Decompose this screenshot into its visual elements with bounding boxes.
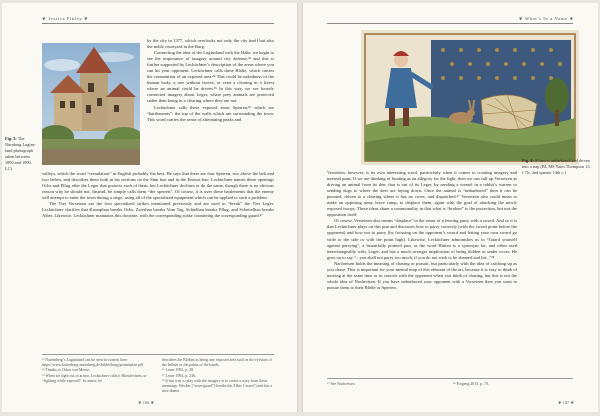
footnote: ²⁸ A fun way to play with the imagery is to create a story from these meanings: Wecker (“town guard”) breaks the Alber (“warn”) and has a nice dinner. [162,378,273,394]
header-rule [327,23,573,24]
luginsland-photograph [42,43,140,165]
footnote-rule [42,354,274,355]
paragraph: Lecküchner calls these exposed areas Sperren,²⁶ which are “battlements”: the top of the walls which are surrounding the town. This word carries the sense of alternating peaks and [147,104,274,122]
footnote-rule [327,378,573,379]
tower-illustration [42,43,140,165]
footnote: ²⁶ Lexer 1992, p. 28. [162,368,195,373]
footnote: ²⁵ When we fight out of armor, Lecküchner calls it Blossfechten, or “fighting while exposed”. In armor, he [42,373,147,383]
right-page [303,3,598,412]
footnote: ²⁷ See Nachreisen [327,382,355,386]
left-running-head: ❦ Jessica Finley ❦ [42,16,89,21]
figure-4-label: Fig. 4: [522,158,534,163]
figure-3-label: Fig. 3: [5,136,17,141]
paragraph: Nachreisen holds the meaning of chasing or pursuit, but particularly with the idea of catching up as you chase. This is important for your mental map of this element of the art, because it is easy to think of moving at the same time or in concert with the opponent when you think of chasing, but this is not the whole idea of Nachreisen. If you have unharbored your opponent with a Versetzen then you want to pursue them to their Blöße or Sperren. [327,260,517,290]
miniature-illustration [361,30,579,165]
figure-4-text: A hare is unharbored and driven into a trap (BL MS Yates Thompson 13, f 7lv, 2nd quarter 14th c.) [522,158,591,176]
footnotes-right-column [162,358,274,394]
footnotes-left-column [327,382,437,387]
hare-hunting-miniature [361,30,579,165]
footnote: describes the Blößen as being any exposed area such as the eyeslots of the helmet or the palms of the hands. [162,358,272,368]
paragraph: by the city in 1377, which overlooks not only the city itself but also the noble courtyard in the Burg. [147,38,274,50]
left-folio: ❦ 166 ❦ [138,400,155,405]
right-text-column [327,170,517,291]
paragraph: The Vier Versetzen are the four specialized strikes mentioned previously and are used to “break” the Vier Leger. Lecküchner clarifies that Krumphau breaks Ochs, Zwerhau breaks Vom Tag, Schielhau breaks Pflug, and Scheitelhau breaks Alber. Likewise, Lecküchner maintains this doctrine, with the corresponding strike countering the corresponding guard.²⁷ [42,201,274,219]
paragraph: Of course, Versetzen also means “displace” in the sense of a fencing parry with a sword. And so it is that Lecküchner plays on this pun and discusses how to parry correctly (with the sword point before the opponent) and how not to parry (by focusing on the opponent’s sword and letting your own sword go wide to the side or with the point high). Likewise, Lecküchner admonishes us to “Guard yourself against parrying”, a beautifully pointed pun, as the word Hütten is a synonym for, and often used interchangeably with, Leger, and has a much stronger implication of being hidden or under cover. He goes on to say “...you shall not parry too much, if you do not wish to be shamed and hit...”²⁸ [327,218,517,260]
figure-3-caption [5,136,39,173]
footnote: ²⁴ Thanks to Oskar von Mentz. [42,368,90,373]
figure-4-caption [522,158,592,176]
right-folio: ❦ 167 ❦ [557,400,574,405]
footnote: ²⁸ Forgeng 2015, p. 70. [453,382,489,386]
wide-text-column [42,171,274,219]
footnote: ²⁷ Lexer 1992, p. 236. [162,373,196,378]
paragraph: valleys, which the word “crenulation” in English probably fits best. He says that there are four Sperren, two above the belt and two below, and describes them both in his sections on the Sinn bau and in the Entrust bau. Lecküchner names these openings Ochs and Pflug after the Leger that protects each of them, but Lecküchner declines to do the same, though there is no obvious reason why he should not. Instead, he simply calls them “der sperren”. Of course, it is over these battlements that the enemy will attempt to enter the town during a siege, using all of the specialized equipment which can be applied to such a problem. [42,171,274,201]
footnotes-right-column [453,382,573,387]
narrow-text-column [147,38,274,123]
footnote: ²³ Nuremberg’s Luginsland can be seen in context here: https://www.kaiserburg-nuernberg.de/bilder/burg/gesamtplan.pdf [42,358,144,368]
figure-3-text: The Nürnberg Luginsland photograph taken between 1890 and 1900, LC) [5,136,36,172]
left-page [2,3,297,412]
paragraph: Versetzen, however, is its own interesting word, particularly when it comes to creating imagery and internal puns. If we are thinking of hunting as an allegory for the fight, then we can call up Versetzen as driving an animal from its den, that is out of its Leger, by sending a weasel in a rabbit’s warren or sending dogs to where the deer are laying down. Once the animal is “unharbored” then it can be pursued, driven to a clearing where it has no cover, and dispatched.²⁷ Versetzen also could mean to make an opposing army leave camp, to displace them, again with the goal of attacking the newly exposed troops. These ideas share a commonality in that what is “broken” is the protection, but not the opposition itself. [327,170,517,218]
paragraph: Connecting the idea of the Luginsland with the Haße, we begin to see the importance of imagery around city defense,²³ and this is further supported by Lecküchner’s description of the areas where you can hit your opponent. Lecküchner calls these Blöße, which carries the connotation of an exposed area.²⁴ This could be nakedness of the human body, a tree without leaves, or even a clearing in a forest where an animal could be driven.²⁵ In this way, we see loosely connected imagery about Leger, where prey animals are protected rather than being in a clearing where they are not. [147,50,274,104]
header-rule [42,23,274,24]
footnotes-left-column [42,358,152,384]
right-running-head: ❦ What’s In a Name ❦ [518,16,574,21]
